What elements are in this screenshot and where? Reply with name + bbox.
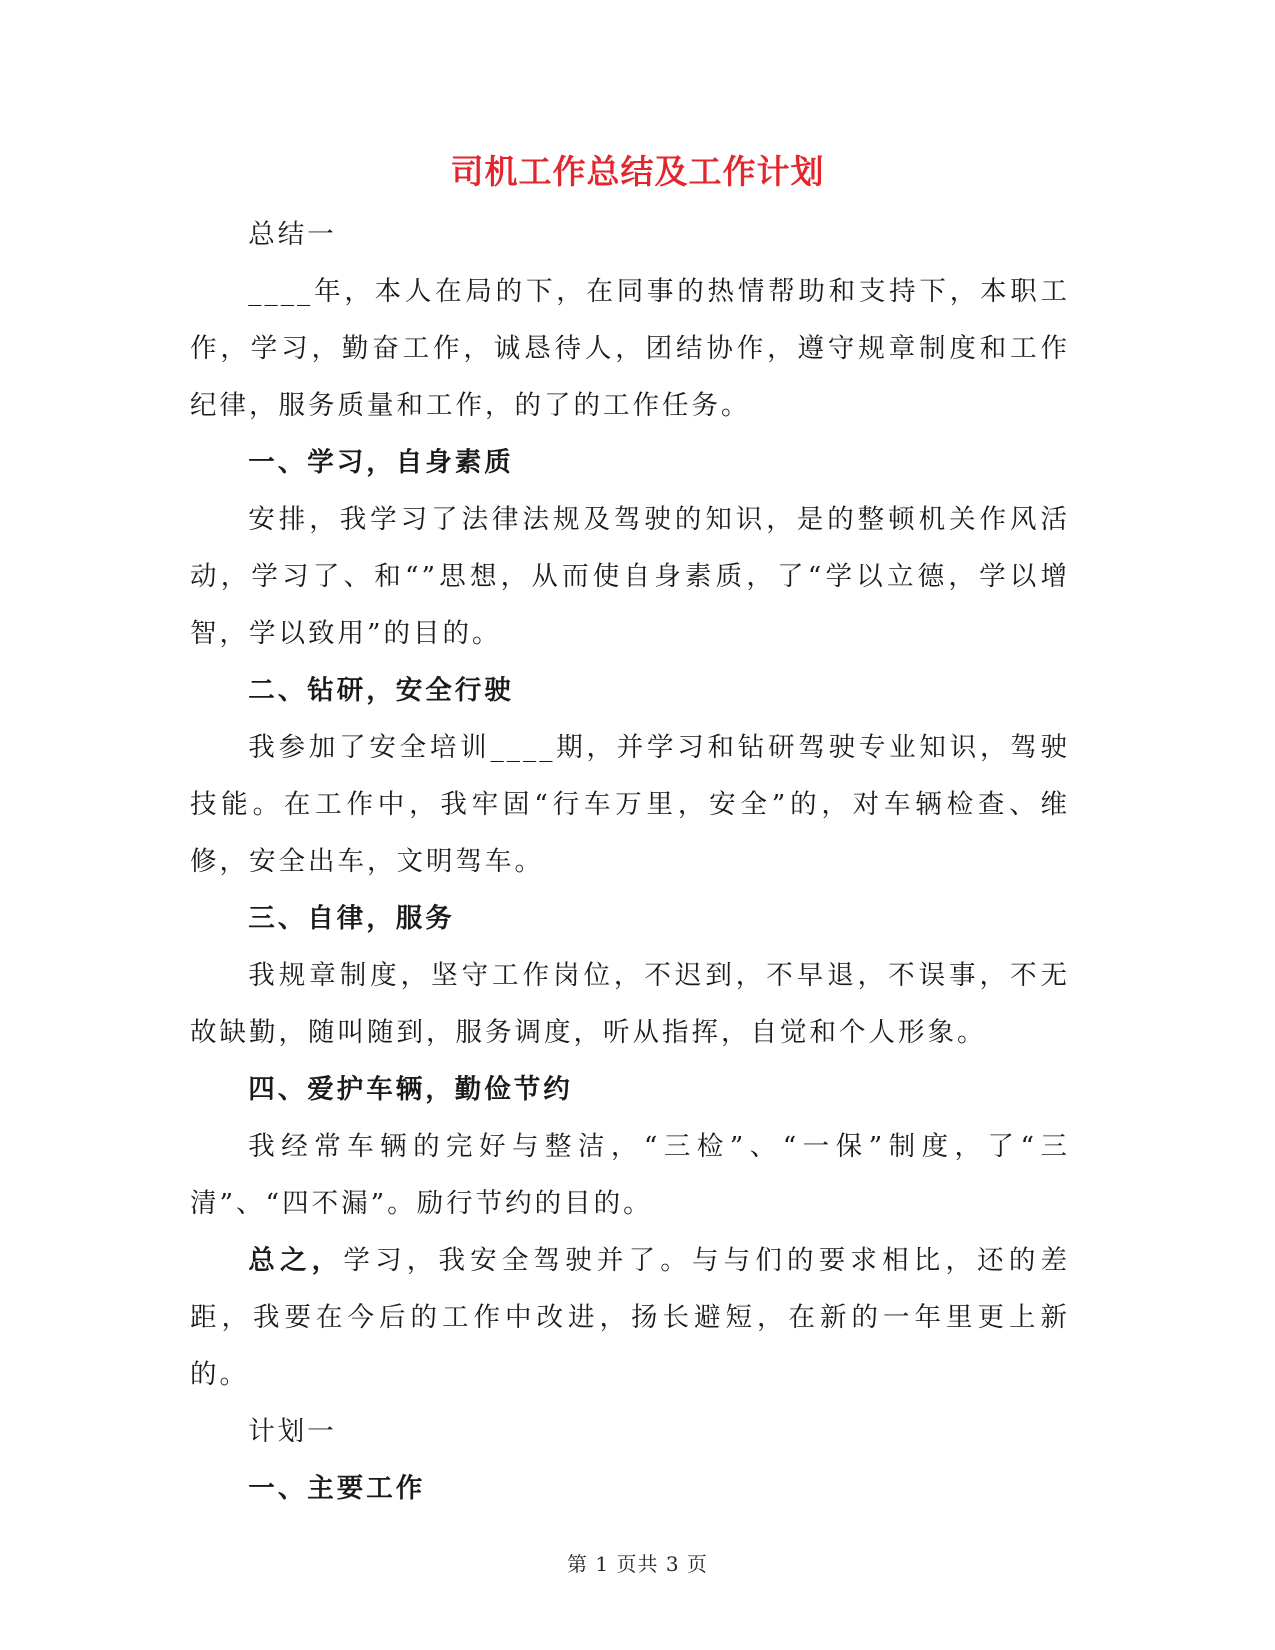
heading-safe-driving: 二、钻研，安全行驶 — [248, 675, 514, 706]
intro-paragraph: ____年，本人在局的下，在同事的热情帮助和支持下，本职工作，学习，勤奋工作，诚恳待人，团结协作，遵守规章制度和工作纪律，服务质量和工作，的了的工作任务。 — [190, 276, 1070, 421]
self-discipline-paragraph: 我规章制度，坚守工作岗位，不迟到，不早退，不误事，不无故缺勤，随叫随到，服务调度，听从指挥，自觉和个人形象。 — [190, 960, 1070, 1048]
study-paragraph: 安排，我学习了法律法规及驾驶的知识，是的整顿机关作风活动，学习了、和“”思想，从而使自身素质，了“学以立德，学以增智，学以致用”的目的。 — [190, 504, 1070, 649]
heading-self-discipline: 三、自律，服务 — [248, 903, 455, 934]
summary-lead: 总之， — [248, 1245, 344, 1276]
page-indicator: 第 1 页共 3 页 — [567, 1552, 708, 1576]
vehicle-care-paragraph: 我经常车辆的完好与整洁，“三检”、“一保”制度，了“三清”、“四不漏”。励行节约的目的。 — [190, 1131, 1070, 1219]
section-label-plan-one: 计划一 — [248, 1416, 337, 1447]
document-title: 司机工作总结及工作计划 — [450, 152, 825, 191]
heading-study: 一、学习，自身素质 — [248, 447, 514, 478]
document-body — [190, 206, 1070, 1517]
heading-vehicle-care: 四、爱护车辆，勤俭节约 — [248, 1074, 573, 1105]
summary-text: 学习，我安全驾驶并了。与与们的要求相比，还的差距，我要在今后的工作中改进，扬长避短，在新的一年里更上新的。 — [190, 1245, 1071, 1390]
heading-main-work: 一、主要工作 — [248, 1473, 426, 1504]
safe-driving-paragraph: 我参加了安全培训____期，并学习和钻研驾驶专业知识，驾驶技能。在工作中，我牢固“行车万里，安全”的，对车辆检查、维修，安全出车，文明驾车。 — [190, 732, 1070, 877]
section-label-summary-one: 总结一 — [248, 219, 337, 250]
summary-paragraph — [190, 1232, 1070, 1403]
